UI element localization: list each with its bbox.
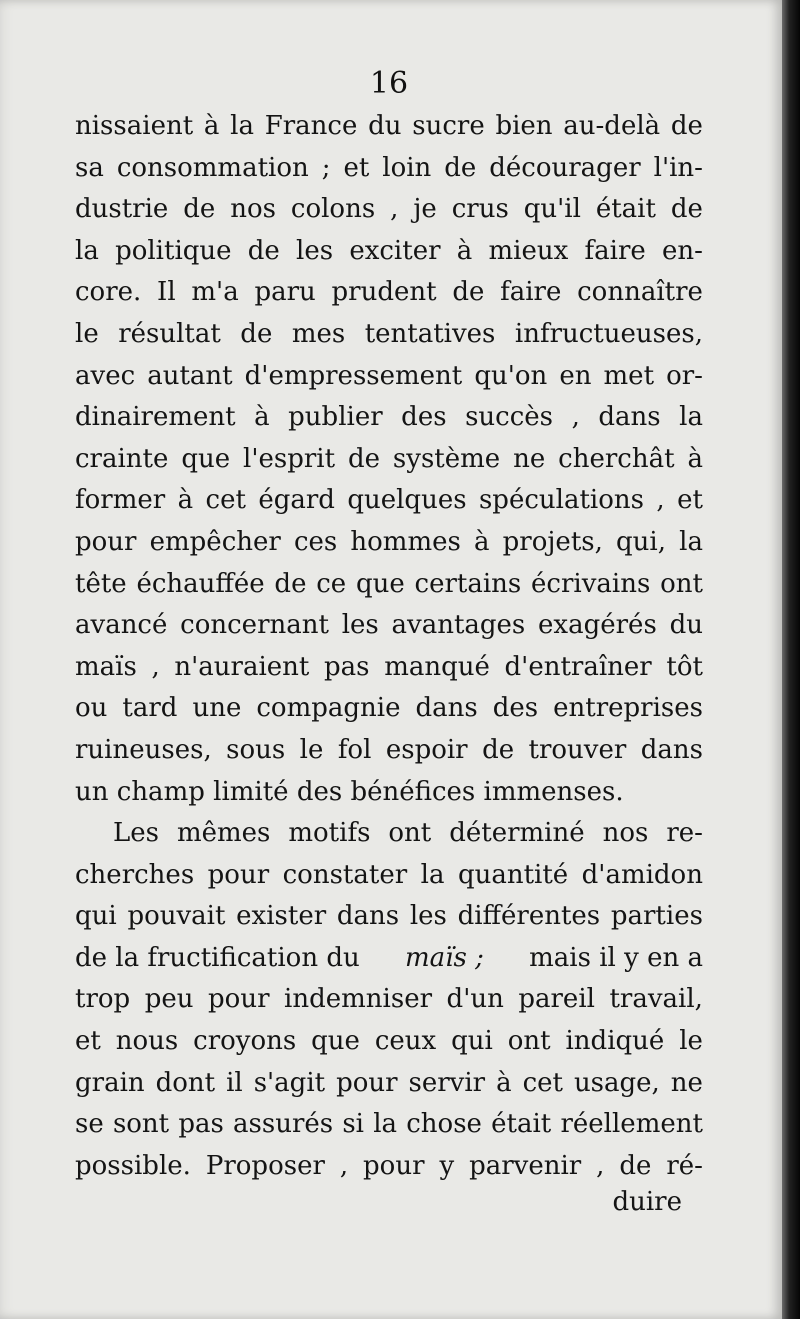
word: dont xyxy=(155,1067,216,1098)
word: échauffée xyxy=(136,568,265,599)
word: que xyxy=(311,1026,360,1057)
word: sucre xyxy=(412,111,485,141)
text-line xyxy=(75,855,703,897)
word: possible. xyxy=(75,1150,191,1181)
word: autant xyxy=(147,360,233,391)
word: dinairement xyxy=(75,402,236,433)
word: se xyxy=(75,1109,104,1140)
word: connaître xyxy=(577,277,703,308)
word: consommation xyxy=(116,152,309,183)
word: en- xyxy=(662,235,703,266)
word: à xyxy=(203,111,220,141)
word: sous xyxy=(226,734,286,765)
word: les xyxy=(341,610,379,641)
word: trop xyxy=(75,984,131,1015)
word: nos xyxy=(602,818,649,849)
word: or- xyxy=(666,360,703,391)
word: m'a xyxy=(191,277,239,308)
word: de xyxy=(482,734,515,765)
text-line xyxy=(75,564,703,606)
word: hommes xyxy=(350,526,461,557)
word: motifs xyxy=(288,818,371,849)
italic-word: maïs ; xyxy=(405,942,484,973)
word: était xyxy=(491,1109,552,1140)
word: pour xyxy=(336,1067,398,1098)
word: le xyxy=(679,1026,703,1057)
word: ont xyxy=(507,1026,551,1057)
word: qu'on xyxy=(474,360,548,391)
word: infructueuses, xyxy=(514,318,703,349)
word: nos xyxy=(230,194,276,225)
word: de xyxy=(347,443,380,474)
word: avancé xyxy=(75,610,168,641)
text-line xyxy=(75,439,703,481)
word: indemniser xyxy=(284,984,433,1015)
text-line xyxy=(75,813,703,855)
word: tôt xyxy=(666,651,703,682)
word: au-delà xyxy=(563,111,661,141)
word: sont xyxy=(112,1109,170,1140)
word: qui, xyxy=(616,526,666,557)
word: projets, xyxy=(502,526,603,557)
text-line xyxy=(75,938,703,980)
word: pour xyxy=(207,859,270,890)
word: était xyxy=(595,194,656,225)
word: des xyxy=(492,693,539,724)
word: faire xyxy=(584,235,646,266)
word: ce xyxy=(316,568,347,599)
word: constater xyxy=(282,859,408,890)
word: dans xyxy=(336,901,400,932)
word: pour xyxy=(208,984,270,1015)
word: que xyxy=(181,443,231,474)
word: manqué xyxy=(384,651,490,682)
word: parties xyxy=(610,901,703,932)
word: quelques xyxy=(347,485,467,516)
word: pouvait xyxy=(127,901,226,932)
word: , xyxy=(390,194,399,225)
word: ne xyxy=(513,443,546,474)
word: peu xyxy=(144,984,194,1015)
word: nous xyxy=(115,1026,179,1057)
word: fol xyxy=(337,734,372,765)
word: , xyxy=(571,402,580,433)
word: à xyxy=(473,526,490,557)
word: concernant xyxy=(180,610,329,641)
word: cherches xyxy=(75,859,195,890)
word: paru xyxy=(254,277,316,308)
word: Les xyxy=(113,818,159,849)
text-line xyxy=(75,730,703,772)
text-line xyxy=(75,272,703,314)
word: certains xyxy=(414,568,522,599)
word: bien xyxy=(495,111,553,141)
text-line xyxy=(75,1146,703,1188)
word: crainte xyxy=(75,443,169,474)
word: différentes xyxy=(457,901,601,932)
word: former xyxy=(75,485,166,516)
word: ont xyxy=(388,818,432,849)
word: colons xyxy=(290,194,376,225)
word: loin xyxy=(382,152,432,183)
word: les xyxy=(296,235,334,266)
word: la xyxy=(373,1109,398,1140)
word: si xyxy=(342,1109,365,1140)
word: réellement xyxy=(560,1109,703,1140)
word: , xyxy=(151,651,160,682)
word: compagnie xyxy=(256,693,401,724)
word: système xyxy=(392,443,501,474)
word: publier xyxy=(288,402,383,433)
word: cherchât xyxy=(558,443,675,474)
word: l'in- xyxy=(653,152,703,183)
text-line xyxy=(75,397,703,439)
text-line xyxy=(75,480,703,522)
word: de xyxy=(452,277,485,308)
word: la xyxy=(230,111,254,141)
word: d'amidon xyxy=(581,859,703,890)
text-line xyxy=(75,106,703,148)
word: que xyxy=(355,568,405,599)
word: pour xyxy=(363,1150,425,1181)
word: mieux xyxy=(488,235,569,266)
catchword: duire xyxy=(612,1187,682,1217)
word: quantité xyxy=(457,859,569,890)
text-line xyxy=(75,231,703,273)
word: entreprises xyxy=(553,693,703,724)
word: et xyxy=(75,1026,101,1057)
word: d'empressement xyxy=(244,360,463,391)
word: faire xyxy=(500,277,562,308)
body-text xyxy=(75,106,703,1187)
word: ces xyxy=(293,526,338,557)
word: avantages xyxy=(391,610,526,641)
word: assurés xyxy=(233,1109,334,1140)
word: de xyxy=(444,152,477,183)
word: la xyxy=(420,859,445,890)
word: pas xyxy=(324,651,370,682)
word: ruineuses, xyxy=(75,734,212,765)
word: à xyxy=(496,1067,512,1098)
word: tête xyxy=(75,568,127,599)
word: , xyxy=(596,1150,605,1181)
page-edge-shadow xyxy=(782,0,800,1319)
word: ceux xyxy=(374,1026,437,1057)
page-number: 16 xyxy=(369,66,409,101)
text-line xyxy=(75,522,703,564)
word: maïs xyxy=(75,651,137,682)
word: travail, xyxy=(609,984,703,1015)
word: politique xyxy=(115,235,232,266)
word: ou xyxy=(75,693,108,724)
word: servir xyxy=(408,1067,486,1098)
word: de xyxy=(183,194,216,225)
word: déterminé xyxy=(449,818,585,849)
word: sa xyxy=(75,152,104,183)
word: tard xyxy=(122,693,178,724)
word: spéculations xyxy=(478,485,644,516)
word: nissaient xyxy=(75,111,194,141)
word: usage, xyxy=(573,1067,660,1098)
word: France xyxy=(264,111,358,141)
text-line xyxy=(75,1104,703,1146)
word: tentatives xyxy=(364,318,496,349)
word: re- xyxy=(666,818,703,849)
word: dans xyxy=(415,693,478,724)
text-line xyxy=(75,605,703,647)
text-line xyxy=(75,148,703,190)
word: trouver xyxy=(528,734,627,765)
word: décourager xyxy=(489,152,641,183)
word: et xyxy=(343,152,370,183)
word: à xyxy=(687,443,703,474)
word: de xyxy=(670,194,703,225)
word: de xyxy=(274,568,307,599)
word: Proposer xyxy=(205,1150,325,1181)
text-line xyxy=(75,314,703,356)
word: pareil xyxy=(518,984,595,1015)
word: il xyxy=(226,1067,243,1098)
word: cet xyxy=(522,1067,563,1098)
word: crus xyxy=(451,194,509,225)
word: y xyxy=(439,1150,455,1181)
word: à xyxy=(177,485,194,516)
text-line xyxy=(75,647,703,689)
word: succès xyxy=(465,402,554,433)
word: grain xyxy=(75,1067,145,1098)
word: égard xyxy=(258,485,335,516)
word: à xyxy=(254,402,270,433)
word: espoir xyxy=(385,734,468,765)
word: de xyxy=(619,1150,652,1181)
word: dustrie xyxy=(75,194,169,225)
word: pas xyxy=(178,1109,224,1140)
word: de xyxy=(240,318,273,349)
word: mêmes xyxy=(176,818,271,849)
word: avec xyxy=(75,360,136,391)
word: de xyxy=(247,235,280,266)
word: met xyxy=(603,360,655,391)
word: dans xyxy=(598,402,661,433)
word: du xyxy=(669,610,703,641)
word: le xyxy=(299,734,324,765)
word: Il xyxy=(157,277,176,308)
word: indiqué xyxy=(565,1026,665,1057)
text-segment: de la fructification du xyxy=(75,942,360,973)
word: core. xyxy=(75,277,142,308)
word: d'entraîner xyxy=(504,651,652,682)
word: exagérés xyxy=(538,610,657,641)
word: une xyxy=(192,693,242,724)
word: la xyxy=(679,402,703,433)
word: des xyxy=(401,402,447,433)
word: l'esprit xyxy=(243,443,336,474)
word: pour xyxy=(75,526,137,557)
word: s'agit xyxy=(253,1067,326,1098)
word: ; xyxy=(321,152,331,183)
text-line xyxy=(75,688,703,730)
word: qu'il xyxy=(523,194,581,225)
word: empêcher xyxy=(149,526,281,557)
word: la xyxy=(75,235,99,266)
word: cet xyxy=(205,485,246,516)
word: résultat xyxy=(118,318,221,349)
word: , xyxy=(656,485,665,516)
word: ont xyxy=(660,568,703,599)
word: en xyxy=(559,360,592,391)
word: qui xyxy=(451,1026,493,1057)
word: les xyxy=(409,901,447,932)
word: mes xyxy=(291,318,346,349)
word: exciter xyxy=(349,235,441,266)
word: dans xyxy=(640,734,703,765)
word: ne xyxy=(670,1067,703,1098)
word: à xyxy=(456,235,473,266)
word: du xyxy=(368,111,402,141)
word: n'auraient xyxy=(174,651,310,682)
text-line xyxy=(75,1021,703,1063)
word: parvenir xyxy=(469,1150,582,1181)
text-line xyxy=(75,979,703,1021)
text-line xyxy=(75,896,703,938)
text-line xyxy=(75,1063,703,1105)
word: chose xyxy=(406,1109,482,1140)
text-line xyxy=(75,356,703,398)
word: la xyxy=(679,526,703,557)
text-segment: mais il y en a xyxy=(529,942,703,973)
text-line: un champ limité des bénéfices immenses. xyxy=(75,776,624,807)
word: qui xyxy=(75,901,117,932)
text-line xyxy=(75,189,703,231)
word: d'un xyxy=(446,984,504,1015)
word: exister xyxy=(236,901,327,932)
word: écrivains xyxy=(531,568,651,599)
word: , xyxy=(339,1150,349,1181)
word: ré- xyxy=(666,1150,703,1181)
word: je xyxy=(413,194,437,225)
word: prudent xyxy=(331,277,437,308)
word: le xyxy=(75,318,99,349)
word: croyons xyxy=(193,1026,297,1057)
word: de xyxy=(670,111,703,141)
word: et xyxy=(677,485,703,516)
